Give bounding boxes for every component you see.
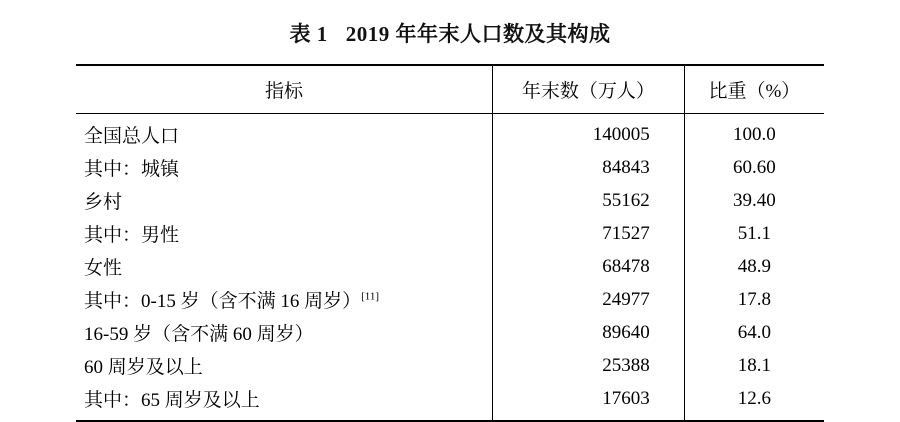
row-year-end: 140005 bbox=[493, 114, 685, 152]
column-header-year-end: 年末数（万人） bbox=[493, 65, 685, 114]
table-row bbox=[76, 349, 824, 382]
row-year-end: 84843 bbox=[493, 151, 685, 184]
row-year-end: 71527 bbox=[493, 217, 685, 250]
table-row bbox=[76, 184, 824, 217]
row-year-end: 89640 bbox=[493, 316, 685, 349]
row-share: 12.6 bbox=[684, 382, 824, 421]
table-row bbox=[76, 217, 824, 250]
table-title bbox=[0, 0, 900, 64]
statistics-table-container bbox=[76, 64, 824, 422]
row-year-end: 68478 bbox=[493, 250, 685, 283]
footnote-marker: [11] bbox=[361, 290, 379, 303]
table-number: 表 1 bbox=[289, 22, 328, 46]
row-year-end: 55162 bbox=[493, 184, 685, 217]
population-table bbox=[76, 64, 824, 422]
table-row bbox=[76, 151, 824, 184]
row-share: 64.0 bbox=[684, 316, 824, 349]
table-row bbox=[76, 316, 824, 349]
row-share: 48.9 bbox=[684, 250, 824, 283]
row-indicator: 乡村 bbox=[84, 192, 123, 213]
table-row bbox=[76, 382, 824, 421]
row-year-end: 17603 bbox=[493, 382, 685, 421]
row-share: 39.40 bbox=[684, 184, 824, 217]
row-indicator: 全国总人口 bbox=[84, 126, 180, 147]
row-share: 100.0 bbox=[684, 114, 824, 152]
table-row bbox=[76, 250, 824, 283]
row-indicator: 其中：男性 bbox=[84, 225, 180, 246]
row-indicator: 女性 bbox=[84, 258, 123, 279]
table-row bbox=[76, 114, 824, 152]
column-header-indicator: 指标 bbox=[265, 81, 304, 102]
row-share: 18.1 bbox=[684, 349, 824, 382]
table-title-text: 2019 年年末人口数及其构成 bbox=[345, 22, 611, 46]
table-body bbox=[76, 114, 824, 422]
table-row bbox=[76, 283, 824, 316]
row-indicator: 16-59 岁（含不满 60 周岁） bbox=[84, 324, 314, 345]
row-share: 60.60 bbox=[684, 151, 824, 184]
row-share: 51.1 bbox=[684, 217, 824, 250]
table-header bbox=[76, 65, 824, 114]
row-year-end: 25388 bbox=[493, 349, 685, 382]
row-indicator: 60 周岁及以上 bbox=[84, 357, 203, 378]
row-year-end: 24977 bbox=[493, 283, 685, 316]
row-indicator: 其中：城镇 bbox=[84, 159, 180, 180]
row-indicator bbox=[76, 283, 493, 316]
table-header-row bbox=[76, 65, 824, 114]
row-share: 17.8 bbox=[684, 283, 824, 316]
row-indicator-text: 其中：0-15 岁（含不满 16 周岁） bbox=[84, 291, 362, 312]
row-indicator: 其中：65 周岁及以上 bbox=[84, 390, 260, 411]
column-header-share: 比重（%） bbox=[684, 65, 824, 114]
